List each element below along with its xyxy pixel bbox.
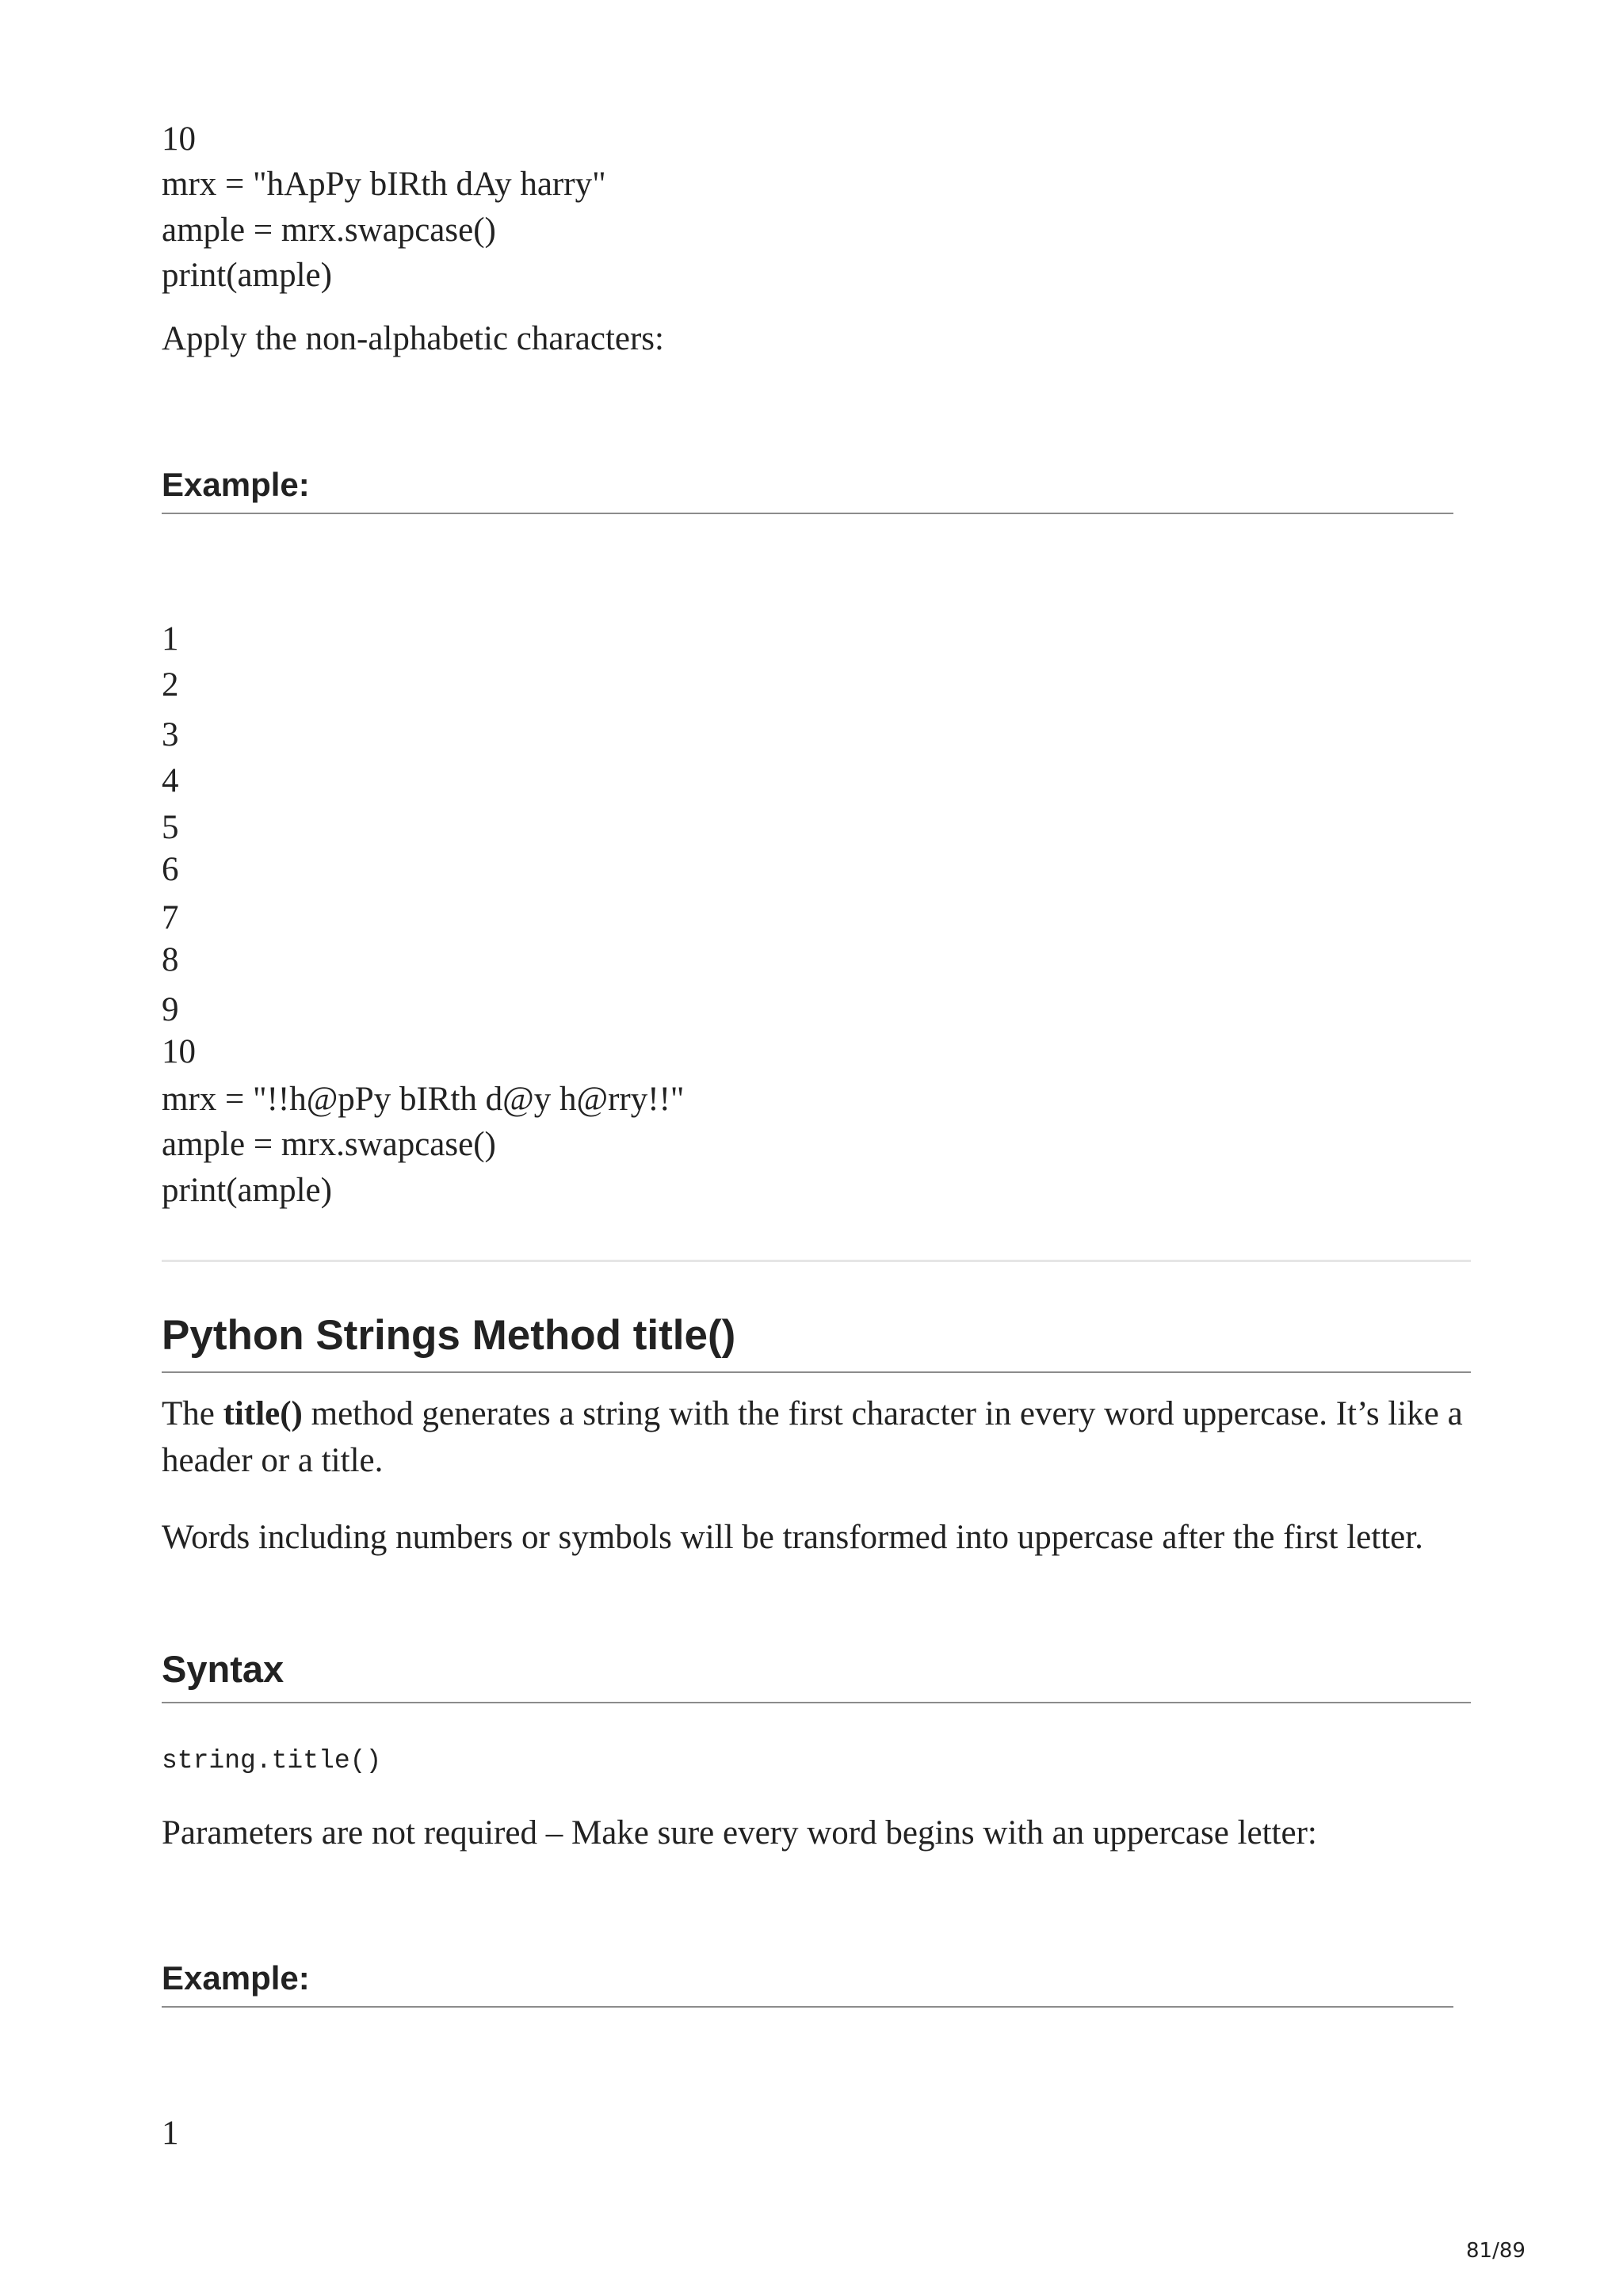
code-line: mrx = "hApPy bIRth dAy harry" bbox=[162, 166, 606, 203]
section-paragraph: Words including numbers or symbols will be transformed into uppercase after the first letter. bbox=[162, 1519, 1423, 1556]
code-line-number: 6 bbox=[162, 851, 179, 888]
example-heading: Example: bbox=[162, 466, 310, 503]
section-divider bbox=[162, 1260, 1471, 1262]
code-line: ample = mrx.swapcase() bbox=[162, 212, 496, 249]
example-heading-rule bbox=[162, 2006, 1453, 2008]
code-line: print(ample) bbox=[162, 1172, 332, 1209]
code-line: ample = mrx.swapcase() bbox=[162, 1126, 496, 1163]
code-line-number: 3 bbox=[162, 716, 179, 753]
code-line-number: 9 bbox=[162, 991, 179, 1028]
example-heading: Example: bbox=[162, 1959, 310, 1997]
syntax-description: Parameters are not required – Make sure every word begins with an uppercase letter: bbox=[162, 1814, 1317, 1852]
section-title-rule bbox=[162, 1371, 1471, 1373]
apply-text: Apply the non-alphabetic characters: bbox=[162, 320, 664, 357]
code-line: mrx = "!!h@pPy bIRth d@y h@rry!!" bbox=[162, 1081, 685, 1118]
para-text: method generates a string with the first character in every word uppercase. It’s like a header or a title. bbox=[162, 1395, 1463, 1479]
para-text: The bbox=[162, 1395, 223, 1432]
code-line-number: 1 bbox=[162, 620, 179, 658]
code-line-number: 5 bbox=[162, 809, 179, 846]
section-title: Python Strings Method title() bbox=[162, 1312, 736, 1359]
code-line-number: 4 bbox=[162, 762, 179, 799]
code-line-number: 10 bbox=[162, 120, 196, 158]
syntax-code: string.title() bbox=[162, 1746, 382, 1775]
code-line-number: 8 bbox=[162, 941, 179, 978]
code-line-number: 2 bbox=[162, 666, 179, 704]
syntax-heading: Syntax bbox=[162, 1648, 285, 1690]
code-line-number: 10 bbox=[162, 1033, 196, 1070]
code-line: print(ample) bbox=[162, 257, 332, 294]
example-heading-rule bbox=[162, 513, 1453, 514]
section-paragraph bbox=[162, 1390, 1471, 1484]
code-line-number: 7 bbox=[162, 899, 179, 936]
code-line-number: 1 bbox=[162, 2115, 179, 2152]
syntax-heading-rule bbox=[162, 1702, 1471, 1703]
page-number: 81/89 bbox=[1466, 2239, 1526, 2263]
method-name: title() bbox=[223, 1395, 303, 1432]
